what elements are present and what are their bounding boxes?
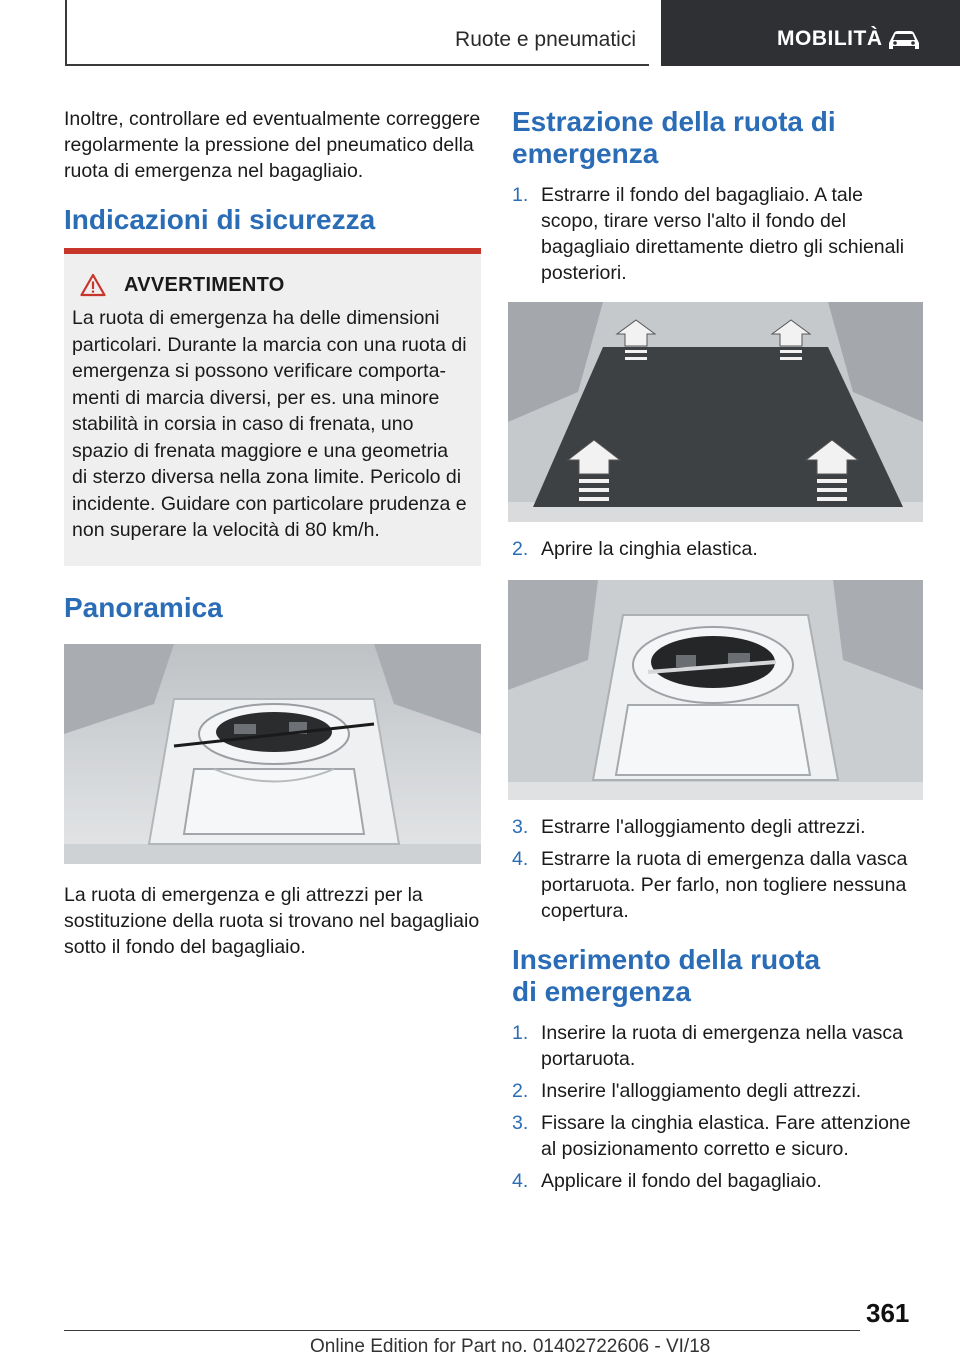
removal-step-1 [512,182,924,286]
insert-heading: Inserimento della ruota di emergenza [512,944,821,1007]
step-number: 4. [512,1170,529,1192]
step-number: 4. [512,848,529,870]
removal-step-3 [512,814,924,840]
warning-box [64,248,481,566]
overview-caption: La ruota di emergenza e gli attrezzi per la sostituzione della ruota si trovano nel bagagliaio sotto il fondo del bagagliaio. [64,883,480,958]
step-text: Estrarre il fondo del bagagliaio. A tale scopo, tirare verso l'alto il fondo del bagagliaio direttamente dietro gli schienali posteriori. [541,184,905,284]
car-icon [887,28,921,52]
edition-text: Online Edition for Part no. 01402722606 - VI/18 [310,1336,711,1357]
step-text: Inserire l'alloggiamento degli attrezzi. [541,1080,862,1102]
step-number: 1. [512,1022,529,1044]
step-number: 2. [512,1080,529,1102]
section-title: Ruote e pneumatici [455,28,636,51]
step-text: Aprire la cinghia elastica. [541,538,758,560]
step-number: 2. [512,538,529,560]
header-rule-bottom [65,64,649,66]
overview-heading: Panoramica [64,591,223,623]
left-column [64,106,481,960]
step-text: Fissare la cinghia elastica. Fare attenzione al posizionamento corretto e sicuro. [541,1112,911,1160]
step-text: Applicare il fondo del bagagliaio. [541,1170,822,1192]
step-number: 3. [512,816,529,838]
step-text: Estrarre l'alloggiamento degli attrezzi. [541,816,866,838]
insert-step-1 [512,1020,924,1072]
page-number: 361 [866,1298,910,1328]
warning-triangle-icon [80,273,106,297]
header-rule-left [65,0,67,66]
removal-heading: Estrazione della ruota di emergenza [512,106,836,169]
insert-step-2 [512,1078,924,1104]
insert-step-4 [512,1168,924,1194]
chapter-tab[interactable] [661,0,960,66]
chapter-tab-label: MOBILITÀ [777,27,883,50]
warning-title: AVVERTIMENTO [124,273,285,296]
removal-step-2 [512,536,924,562]
step-text: Estrarre la ruota di emergenza dalla vasca portaruota. Per farlo, non togliere nessuna copertura. [541,848,908,922]
trunk-floor-image [508,302,923,522]
step-number: 1. [512,184,529,206]
intro-paragraph: Inoltre, controllare ed eventualmente correggere regolarmente la pressione del pneumatico della ruota di emergenza nel bagagliaio. [64,108,481,182]
step-number: 3. [512,1112,529,1134]
insert-step-3 [512,1110,924,1162]
spare-wheel-strap-image [508,580,923,800]
removal-step-4 [512,846,924,924]
footer-rule [64,1330,860,1331]
safety-heading: Indicazioni di sicurezza [64,204,376,235]
warning-text: La ruota di emergenza ha delle dimensioni particolari. Durante la marcia con una ruota di emergenza si possono verificare comportamenti di marcia diversi, per es. una minore stabilità in corsia in caso di frenata, uno spazio di frenata maggiore e una geometria di sterzo diversa nella zona limite. Pericolo di incidente. Guidare con particolare prudenza e non superare la velocità di 80 km/h. [72,307,467,541]
right-column [512,106,924,1194]
trunk-overview-image [64,644,481,864]
step-text: Inserire la ruota di emergenza nella vasca portaruota. [541,1022,904,1070]
